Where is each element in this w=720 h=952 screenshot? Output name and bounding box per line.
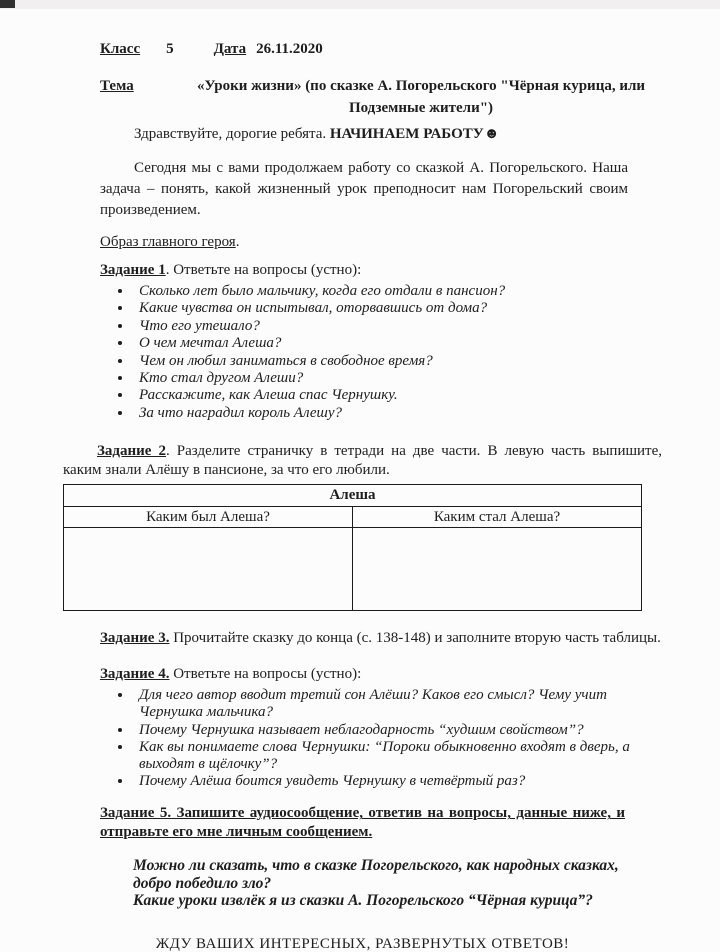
task3-instruction: Прочитайте сказку до конца (с. 138-148) и заполните вторую часть таблицы. <box>169 630 661 647</box>
table-title: Алеша <box>64 485 642 507</box>
document-page <box>0 41 720 952</box>
greeting-text: Здравствуйте, дорогие ребята. <box>134 126 330 142</box>
final-questions-block <box>133 857 658 910</box>
task2-heading <box>63 442 662 479</box>
task5-label: Задание 5. <box>100 805 172 822</box>
task2-instruction: . Разделите страничку в тетради на две части. В левую часть выпишите, каким знали Алёшу в пансионе, за что его любили. <box>63 443 663 478</box>
date-value: 26.11.2020 <box>256 41 323 57</box>
topic-label: Тема <box>100 78 134 94</box>
greeting-emphasis: НАЧИНАЕМ РАБОТУ <box>329 126 484 142</box>
task1-question: • Сколько лет было мальчику, когда его отдали в пансион? <box>133 283 662 300</box>
task4-question: • Как вы понимаете слова Чернушки: “Пороки обыкновенно входят в дверь, а выходят в щёлочку”? <box>133 739 662 773</box>
class-label: Класс <box>100 41 141 57</box>
task4-instruction: Ответьте на вопросы (устно): <box>169 666 362 683</box>
aleosha-table <box>63 484 642 611</box>
class-date-row <box>100 41 662 57</box>
task3-label: Задание 3. <box>100 630 170 647</box>
photo-top-strip <box>0 0 720 9</box>
table-col-header-was: Каким был Алеша? <box>64 507 353 528</box>
final-question: Какие уроки извлёк я из сказки А. Погорельского “Чёрная курица”? <box>133 892 593 910</box>
topic-title: «Уроки жизни» (по сказке А. Погорельского "Чёрная курица, или Подземные жители") <box>196 78 646 116</box>
task1-question: • Чем он любил заниматься в свободное время? <box>133 353 662 370</box>
task1-question-list <box>63 283 662 422</box>
table-empty-cell-became <box>353 528 642 611</box>
task5-instruction: Запишите аудиосообщение, ответив на вопросы, данные ниже, и отправьте его мне личным сообщением. <box>100 805 626 840</box>
task4-question: • Для чего автор вводит третий сон Алёши? Каков его смысл? Чему учит Чернушка мальчика? <box>133 687 662 721</box>
task1-question: • За что наградил король Алешу? <box>133 405 662 422</box>
greeting-line <box>100 126 662 142</box>
task1-question: • Какие чувства он испытывал, оторвавшись от дома? <box>133 300 662 317</box>
section-subheading <box>100 234 662 250</box>
task1-heading <box>100 262 662 278</box>
task1-question: • Расскажите, как Алеша спас Чернушку. <box>133 387 662 404</box>
subheading-period: . <box>235 234 240 250</box>
task4-heading <box>100 666 662 682</box>
task1-label: Задание 1 <box>100 262 166 278</box>
table-empty-cell-was <box>64 528 353 611</box>
class-value: 5 <box>166 41 174 57</box>
photo-corner-artifact <box>0 0 15 8</box>
task2-label: Задание 2 <box>97 443 166 460</box>
smiley-icon: ☻ <box>483 126 500 142</box>
task1-question: • Что его утешало? <box>133 318 662 335</box>
task3-heading <box>100 630 662 646</box>
task4-question: • Почему Чернушка называет неблагодарность “худшим свойством”? <box>133 722 662 739</box>
topic-row <box>100 75 662 119</box>
task4-question-list <box>63 687 662 790</box>
intro-paragraph: Сегодня мы с вами продолжаем работу со сказкой А. Погорельского. Наша задача – понять, какой жизненный урок преподносит нам Погорельский своим произведением. <box>100 160 628 218</box>
task5-heading <box>100 804 625 841</box>
date-label: Дата <box>213 41 247 57</box>
task1-instruction: . Ответьте на вопросы (устно): <box>165 262 362 278</box>
task4-question: • Почему Алёша боится увидеть Чернушку в четвёртый раз? <box>133 773 662 790</box>
closing-line: ЖДУ ВАШИХ ИНТЕРЕСНЫХ, РАЗВЕРНУТЫХ ОТВЕТОВ! <box>155 935 570 952</box>
task4-label: Задание 4. <box>100 666 170 683</box>
table-col-header-became: Каким стал Алеша? <box>353 507 642 528</box>
final-question: Можно ли сказать, что в сказке Погорельского, как народных сказках, добро победило зло? <box>133 857 619 892</box>
task1-question: • Кто стал другом Алеши? <box>133 370 662 387</box>
subheading-text: Образ главного героя <box>100 234 236 250</box>
task1-question: • О чем мечтал Алеша? <box>133 335 662 352</box>
